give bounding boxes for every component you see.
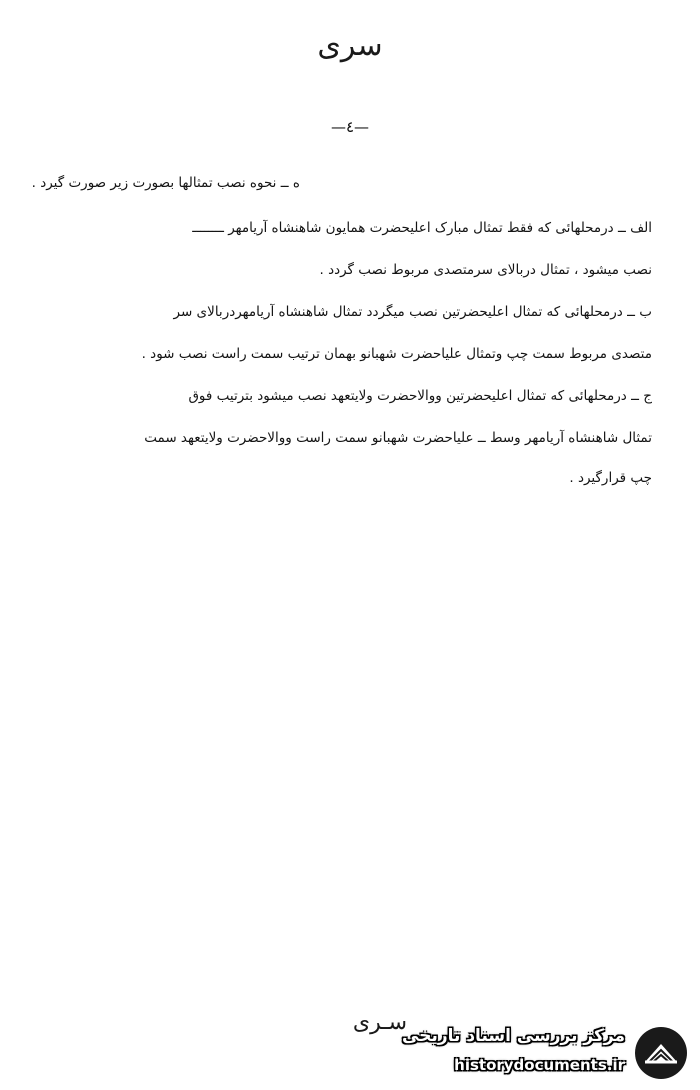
archive-watermark <box>402 1020 695 1086</box>
text-line: تمثال شاهنشاه آریامهر وسط ــ علیاحضرت شهبانو سمت راست ووالاحضرت ولایتعهد سمت <box>144 430 652 446</box>
text-line: ب ــ درمحلهائی که تمثال اعلیحضرتین نصب میگردد تمثال شاهنشاه آریامهردربالای سر <box>173 304 652 320</box>
text-line: متصدی مربوط سمت چپ وتمثال علیاحضرت شهبانو بهمان ترتیب سمت راست نصب شود . <box>141 346 652 362</box>
watermark-title: مرکز بررسی اسناد تاریخی <box>402 1026 625 1046</box>
classification-stamp-bottom: سـری <box>352 1010 408 1035</box>
text-line: ج ــ درمحلهائی که تمثال اعلیحضرتین ووالاحضرت ولایتعهد نصب میشود بترتیب فوق <box>188 388 652 404</box>
page-number: —٤— <box>330 118 370 136</box>
book-pages-icon <box>631 1024 691 1082</box>
text-line: نصب میشود ، تمثال دربالای سرمتصدی مربوط نصب گردد . <box>319 262 652 278</box>
text-line: الف ــ درمحلهائی که فقط تمثال مبارک اعلیحضرت همایون شاهنشاه آریامهر ــــــــ <box>192 220 652 236</box>
watermark-url: historydocuments.ir <box>454 1056 625 1074</box>
text-line: چپ قرارگیرد . <box>569 470 652 486</box>
classification-stamp-top: سری <box>317 28 383 63</box>
text-line: ه ــ نحوه نصب تمثالها بصورت زیر صورت گیرد . <box>31 175 300 191</box>
